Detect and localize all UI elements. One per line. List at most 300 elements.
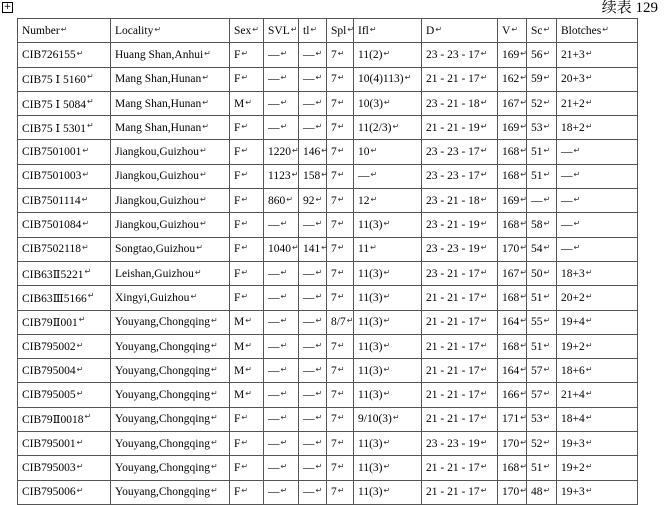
return-arrow-icon: ↵ <box>76 389 84 399</box>
table-cell <box>230 432 264 456</box>
table-cell <box>18 432 111 456</box>
table-cell <box>230 286 264 310</box>
return-arrow-icon: ↵ <box>315 364 323 374</box>
table-row <box>18 237 638 261</box>
table-cell <box>18 91 111 115</box>
table-cell <box>354 67 422 91</box>
cell-text: 7 <box>331 364 337 377</box>
return-arrow-icon: ↵ <box>543 461 551 471</box>
return-arrow-icon: ↵ <box>543 364 551 374</box>
table-cell <box>299 456 327 480</box>
table-cell <box>327 286 354 310</box>
table-cell <box>327 189 354 213</box>
return-arrow-icon: ↵ <box>480 170 488 180</box>
cell-text: 11(2/3) <box>358 121 392 134</box>
table-cell <box>230 334 264 358</box>
table-row <box>18 456 638 480</box>
return-arrow-icon: ↵ <box>76 437 84 447</box>
cell-text: 19+2 <box>561 461 585 474</box>
return-arrow-icon: ↵ <box>315 97 323 107</box>
table-cell <box>230 140 264 164</box>
return-arrow-icon: ↵ <box>480 194 488 204</box>
return-arrow-icon: ↵ <box>585 364 593 374</box>
table-cell <box>327 456 354 480</box>
cell-text: 21 - 21 - 17 <box>426 316 480 329</box>
cell-text: 170 <box>502 437 520 450</box>
cell-text: 57 <box>531 389 543 402</box>
return-arrow-icon: ↵ <box>241 243 249 253</box>
return-arrow-icon: ↵ <box>543 437 551 447</box>
header-cell: Sex↵ <box>230 19 264 43</box>
cell-text: CIB7501001 <box>22 146 82 159</box>
table-cell <box>527 407 557 431</box>
return-arrow-icon: ↵ <box>520 73 527 83</box>
cell-text: 11(3) <box>358 389 383 402</box>
cell-text: 11(3) <box>358 486 383 499</box>
cell-text: 51 <box>531 340 543 353</box>
cell-text: CIB795004 <box>22 364 76 377</box>
return-arrow-icon: ↵ <box>543 194 551 204</box>
table-cell <box>557 432 638 456</box>
cell-text: 23 - 23 - 17 <box>426 48 480 61</box>
table-cell <box>498 383 527 407</box>
table-row <box>18 67 638 91</box>
return-arrow-icon: ↵ <box>315 437 323 447</box>
return-arrow-icon: ↵ <box>84 412 92 422</box>
cell-text: — <box>268 389 280 402</box>
table-cell <box>264 480 299 504</box>
return-arrow-icon: ↵ <box>480 48 488 58</box>
return-arrow-icon: ↵ <box>211 364 218 374</box>
cell-text: 170 <box>502 243 520 256</box>
cell-text: 51 <box>531 291 543 304</box>
return-arrow-icon: ↵ <box>585 48 593 58</box>
cell-text: 12 <box>358 194 370 207</box>
table-cell <box>557 480 638 504</box>
return-arrow-icon: ↵ <box>76 340 84 350</box>
table-row <box>18 164 638 188</box>
return-arrow-icon: ↵ <box>241 219 249 229</box>
cell-text: 7 <box>331 413 337 426</box>
cell-text: 1123 <box>268 170 291 183</box>
table-cell <box>527 432 557 456</box>
cell-text: — <box>268 121 280 134</box>
table-cell <box>527 140 557 164</box>
table-cell <box>299 359 327 383</box>
table-row <box>18 407 638 431</box>
return-arrow-icon: ↵ <box>543 413 551 423</box>
cell-text: — <box>303 413 315 426</box>
return-arrow-icon: ↵ <box>520 146 527 156</box>
cell-text: Youyang,Chongqing <box>115 486 210 499</box>
return-arrow-icon: ↵ <box>241 437 249 447</box>
return-arrow-icon: ↵ <box>245 389 252 399</box>
table-row <box>18 383 638 407</box>
return-arrow-icon: ↵ <box>337 170 345 180</box>
table-cell <box>264 91 299 115</box>
return-arrow-icon: ↵ <box>383 389 391 399</box>
return-arrow-icon: ↵ <box>383 437 391 447</box>
cell-text: 19+3 <box>561 486 585 499</box>
return-arrow-icon: ↵ <box>480 267 488 277</box>
cell-text: 21 - 21 - 17 <box>426 364 480 377</box>
return-arrow-icon: ↵ <box>585 316 593 326</box>
return-arrow-icon: ↵ <box>315 461 323 471</box>
cell-text: 168 <box>502 146 520 159</box>
return-arrow-icon: ↵ <box>280 219 288 229</box>
table-cell <box>230 383 264 407</box>
cell-text: 59 <box>531 73 543 86</box>
return-arrow-icon: ↵ <box>200 170 207 180</box>
return-arrow-icon: ↵ <box>383 340 391 350</box>
table-move-handle-icon[interactable]: + <box>3 2 12 12</box>
return-arrow-icon: ↵ <box>202 97 209 107</box>
return-arrow-icon: ↵ <box>520 437 527 447</box>
return-arrow-icon: ↵ <box>82 146 90 156</box>
return-arrow-icon: ↵ <box>520 291 527 301</box>
return-arrow-icon: ↵ <box>81 194 89 204</box>
table-cell <box>230 480 264 504</box>
table-cell <box>498 480 527 504</box>
table-cell <box>498 91 527 115</box>
table-cell <box>111 189 230 213</box>
cell-text: 7 <box>331 267 337 280</box>
table-cell <box>557 310 638 334</box>
cell-text: 9/10(3) <box>358 413 392 426</box>
table-cell <box>230 67 264 91</box>
table-cell <box>557 91 638 115</box>
cell-text: 21 - 21 - 17 <box>426 486 480 499</box>
return-arrow-icon: ↵ <box>383 48 391 58</box>
table-cell <box>111 407 230 431</box>
return-arrow-icon: ↵ <box>543 316 551 326</box>
return-arrow-icon: ↵ <box>154 24 162 34</box>
cell-text: 7 <box>331 243 337 256</box>
table-cell <box>354 286 422 310</box>
table-row <box>18 116 638 140</box>
table-cell <box>527 480 557 504</box>
cell-text: 23 - 23 - 17 <box>426 170 480 183</box>
return-arrow-icon: ↵ <box>290 24 298 34</box>
table-cell <box>18 43 111 67</box>
cell-text: Jiangkou,Guizhou <box>115 194 200 207</box>
return-arrow-icon: ↵ <box>435 24 443 34</box>
cell-text: Leishan,Guizhou <box>115 267 194 280</box>
return-arrow-icon: ↵ <box>337 219 345 229</box>
table-cell <box>111 213 230 237</box>
return-arrow-icon: ↵ <box>480 97 488 107</box>
table-cell <box>422 310 498 334</box>
return-arrow-icon: ↵ <box>245 364 252 374</box>
cell-text: F <box>234 291 241 304</box>
return-arrow-icon: ↵ <box>211 437 218 447</box>
return-arrow-icon: ↵ <box>315 73 323 83</box>
table-cell <box>354 359 422 383</box>
cell-text: CIB63Ⅱ5221 <box>22 268 84 281</box>
table-cell <box>299 334 327 358</box>
return-arrow-icon: ↵ <box>370 170 378 180</box>
header-cell: Blotches↵ <box>557 19 638 43</box>
return-arrow-icon: ↵ <box>190 291 198 301</box>
cell-text: CIB79Ⅱ0018 <box>22 414 84 427</box>
return-arrow-icon: ↵ <box>241 121 249 131</box>
cell-text: Mang Shan,Hunan <box>115 73 202 86</box>
table-cell <box>422 43 498 67</box>
return-arrow-icon: ↵ <box>315 267 323 277</box>
return-arrow-icon: ↵ <box>585 97 593 107</box>
table-row <box>18 432 638 456</box>
return-arrow-icon: ↵ <box>280 267 288 277</box>
table-cell <box>498 237 527 261</box>
return-arrow-icon: ↵ <box>392 121 400 131</box>
table-cell <box>327 140 354 164</box>
table-cell <box>230 91 264 115</box>
return-arrow-icon: ↵ <box>480 413 488 423</box>
return-arrow-icon: ↵ <box>315 121 323 131</box>
cell-text: 21+2 <box>561 97 585 110</box>
cell-text: 18+4 <box>561 413 585 426</box>
cell-text: 11(3) <box>358 316 383 329</box>
table-row <box>18 140 638 164</box>
return-arrow-icon: ↵ <box>543 486 551 496</box>
table-cell <box>354 43 422 67</box>
table-cell <box>354 407 422 431</box>
cell-text: 169 <box>502 194 520 207</box>
table-cell <box>264 189 299 213</box>
table-cell <box>327 43 354 67</box>
table-cell <box>557 213 638 237</box>
table-cell <box>327 432 354 456</box>
cell-text: — <box>268 97 280 110</box>
return-arrow-icon: ↵ <box>602 24 609 34</box>
return-arrow-icon: ↵ <box>241 73 249 83</box>
table-cell <box>111 43 230 67</box>
table-cell <box>422 334 498 358</box>
table-cell <box>264 237 299 261</box>
cell-text: 18+2 <box>561 121 585 134</box>
return-arrow-icon: ↵ <box>543 121 551 131</box>
cell-text: 19+4 <box>561 316 585 329</box>
cell-text: 11(3) <box>358 267 383 280</box>
cell-text: F <box>234 194 241 207</box>
cell-text: F <box>234 170 241 183</box>
table-cell <box>230 237 264 261</box>
cell-text: 1040 <box>268 243 291 256</box>
cell-text: 23 - 23 - 19 <box>426 243 480 256</box>
cell-text: Xingyi,Guizhou <box>115 291 190 304</box>
cell-text: Jiangkou,Guizhou <box>115 146 200 159</box>
return-arrow-icon: ↵ <box>200 219 207 229</box>
cell-text: F <box>234 461 241 474</box>
cell-text: 11(3) <box>358 437 383 450</box>
cell-text: Mang Shan,Hunan <box>115 97 202 110</box>
cell-text: Jiangkou,Guizhou <box>115 219 200 232</box>
cell-text: — <box>303 437 315 450</box>
table-cell <box>557 67 638 91</box>
cell-text: 20+2 <box>561 291 585 304</box>
cell-text: 21 - 21 - 17 <box>426 291 480 304</box>
return-arrow-icon: ↵ <box>315 194 323 204</box>
cell-text: 56 <box>531 48 543 61</box>
cell-text: 10(4)113) <box>358 73 404 86</box>
return-arrow-icon: ↵ <box>241 146 249 156</box>
cell-text: 23 - 21 - 19 <box>426 219 480 232</box>
cell-text: 168 <box>502 340 520 353</box>
cell-text: 7 <box>331 73 337 86</box>
return-arrow-icon: ↵ <box>480 219 488 229</box>
cell-text: 92 <box>303 194 315 207</box>
cell-text: Youyang,Chongqing <box>115 413 210 426</box>
table-cell <box>18 310 111 334</box>
cell-text: 19+2 <box>561 340 585 353</box>
return-arrow-icon: ↵ <box>321 170 328 180</box>
return-arrow-icon: ↵ <box>585 437 593 447</box>
return-arrow-icon: ↵ <box>211 340 218 350</box>
cell-text: F <box>234 267 241 280</box>
return-arrow-icon: ↵ <box>585 486 593 496</box>
table-cell <box>557 237 638 261</box>
data-table <box>17 18 638 505</box>
table-cell <box>111 359 230 383</box>
table-cell <box>557 286 638 310</box>
table-cell <box>327 383 354 407</box>
return-arrow-icon: ↵ <box>280 73 288 83</box>
table-cell <box>264 213 299 237</box>
cell-text: 167 <box>502 97 520 110</box>
table-cell <box>422 480 498 504</box>
table-cell <box>557 116 638 140</box>
cell-text: — <box>268 413 280 426</box>
return-arrow-icon: ↵ <box>383 461 391 471</box>
return-arrow-icon: ↵ <box>511 24 519 34</box>
table-cell <box>498 456 527 480</box>
return-arrow-icon: ↵ <box>585 389 593 399</box>
return-arrow-icon: ↵ <box>520 121 527 131</box>
cell-text: 7 <box>331 121 337 134</box>
return-arrow-icon: ↵ <box>383 97 391 107</box>
return-arrow-icon: ↵ <box>241 486 249 496</box>
cell-text: 7 <box>331 170 337 183</box>
table-cell <box>498 67 527 91</box>
table-cell <box>111 91 230 115</box>
return-arrow-icon: ↵ <box>315 389 323 399</box>
return-arrow-icon: ↵ <box>370 243 377 253</box>
return-arrow-icon: ↵ <box>76 48 84 58</box>
table-cell <box>327 213 354 237</box>
return-arrow-icon: ↵ <box>480 461 488 471</box>
cell-text: 52 <box>531 97 543 110</box>
cell-text: F <box>234 48 241 61</box>
return-arrow-icon: ↵ <box>86 72 94 82</box>
table-cell <box>498 407 527 431</box>
cell-text: — <box>268 316 280 329</box>
cell-text: 8/7 <box>331 316 346 329</box>
cell-text: 11(3) <box>358 461 383 474</box>
return-arrow-icon: ↵ <box>520 219 527 229</box>
cell-text: 169 <box>502 48 520 61</box>
table-cell <box>18 189 111 213</box>
return-arrow-icon: ↵ <box>480 389 488 399</box>
return-arrow-icon: ↵ <box>280 437 288 447</box>
table-cell <box>354 189 422 213</box>
cell-text: 7 <box>331 146 337 159</box>
return-arrow-icon: ↵ <box>337 437 345 447</box>
table-cell <box>354 213 422 237</box>
return-arrow-icon: ↵ <box>280 486 288 496</box>
table-cell <box>264 432 299 456</box>
return-arrow-icon: ↵ <box>392 413 400 423</box>
table-cell <box>557 140 638 164</box>
table-cell <box>18 456 111 480</box>
table-cell <box>557 456 638 480</box>
table-caption: 续表 129 <box>601 0 658 16</box>
table-cell <box>527 310 557 334</box>
table-cell <box>527 456 557 480</box>
return-arrow-icon: ↵ <box>337 291 345 301</box>
return-arrow-icon: ↵ <box>383 364 391 374</box>
table-cell <box>230 261 264 285</box>
cell-text: F <box>234 413 241 426</box>
return-arrow-icon: ↵ <box>383 267 391 277</box>
cell-text: CIB75 Ⅰ 5084 <box>22 98 86 111</box>
return-arrow-icon: ↵ <box>291 170 299 180</box>
cell-text: 10(3) <box>358 97 383 110</box>
cell-text: 21 - 21 - 19 <box>426 121 480 134</box>
return-arrow-icon: ↵ <box>194 267 202 277</box>
return-arrow-icon: ↵ <box>573 146 581 156</box>
return-arrow-icon: ↵ <box>520 461 527 471</box>
table-cell <box>18 140 111 164</box>
return-arrow-icon: ↵ <box>280 461 288 471</box>
return-arrow-icon: ↵ <box>321 146 328 156</box>
table-row <box>18 480 638 504</box>
table-cell <box>422 456 498 480</box>
table-cell <box>111 164 230 188</box>
return-arrow-icon: ↵ <box>280 316 288 326</box>
cell-text: F <box>234 219 241 232</box>
table-cell <box>527 91 557 115</box>
cell-text: — <box>561 170 573 183</box>
return-arrow-icon: ↵ <box>337 389 345 399</box>
cell-text: — <box>303 267 315 280</box>
return-arrow-icon: ↵ <box>337 486 345 496</box>
return-arrow-icon: ↵ <box>241 48 249 58</box>
header-cell: Spl↵ <box>327 19 354 43</box>
return-arrow-icon: ↵ <box>87 290 95 300</box>
table-cell <box>264 456 299 480</box>
header-cell: Sc↵ <box>527 19 557 43</box>
cell-text: 164 <box>502 316 520 329</box>
table-cell <box>422 383 498 407</box>
table-cell <box>264 43 299 67</box>
return-arrow-icon: ↵ <box>337 146 345 156</box>
return-arrow-icon: ↵ <box>543 243 551 253</box>
return-arrow-icon: ↵ <box>543 146 551 156</box>
cell-text: Youyang,Chongqing <box>115 340 210 353</box>
table-cell <box>230 116 264 140</box>
return-arrow-icon: ↵ <box>383 219 391 229</box>
cell-text: 169 <box>502 121 520 134</box>
cell-text: 7 <box>331 219 337 232</box>
table-cell <box>230 164 264 188</box>
table-cell <box>264 286 299 310</box>
cell-text: M <box>234 97 245 110</box>
cell-text: — <box>268 486 280 499</box>
return-arrow-icon: ↵ <box>543 24 551 34</box>
table-cell <box>18 407 111 431</box>
cell-text: 170 <box>502 486 520 499</box>
cell-text: Youyang,Chongqing <box>115 316 210 329</box>
